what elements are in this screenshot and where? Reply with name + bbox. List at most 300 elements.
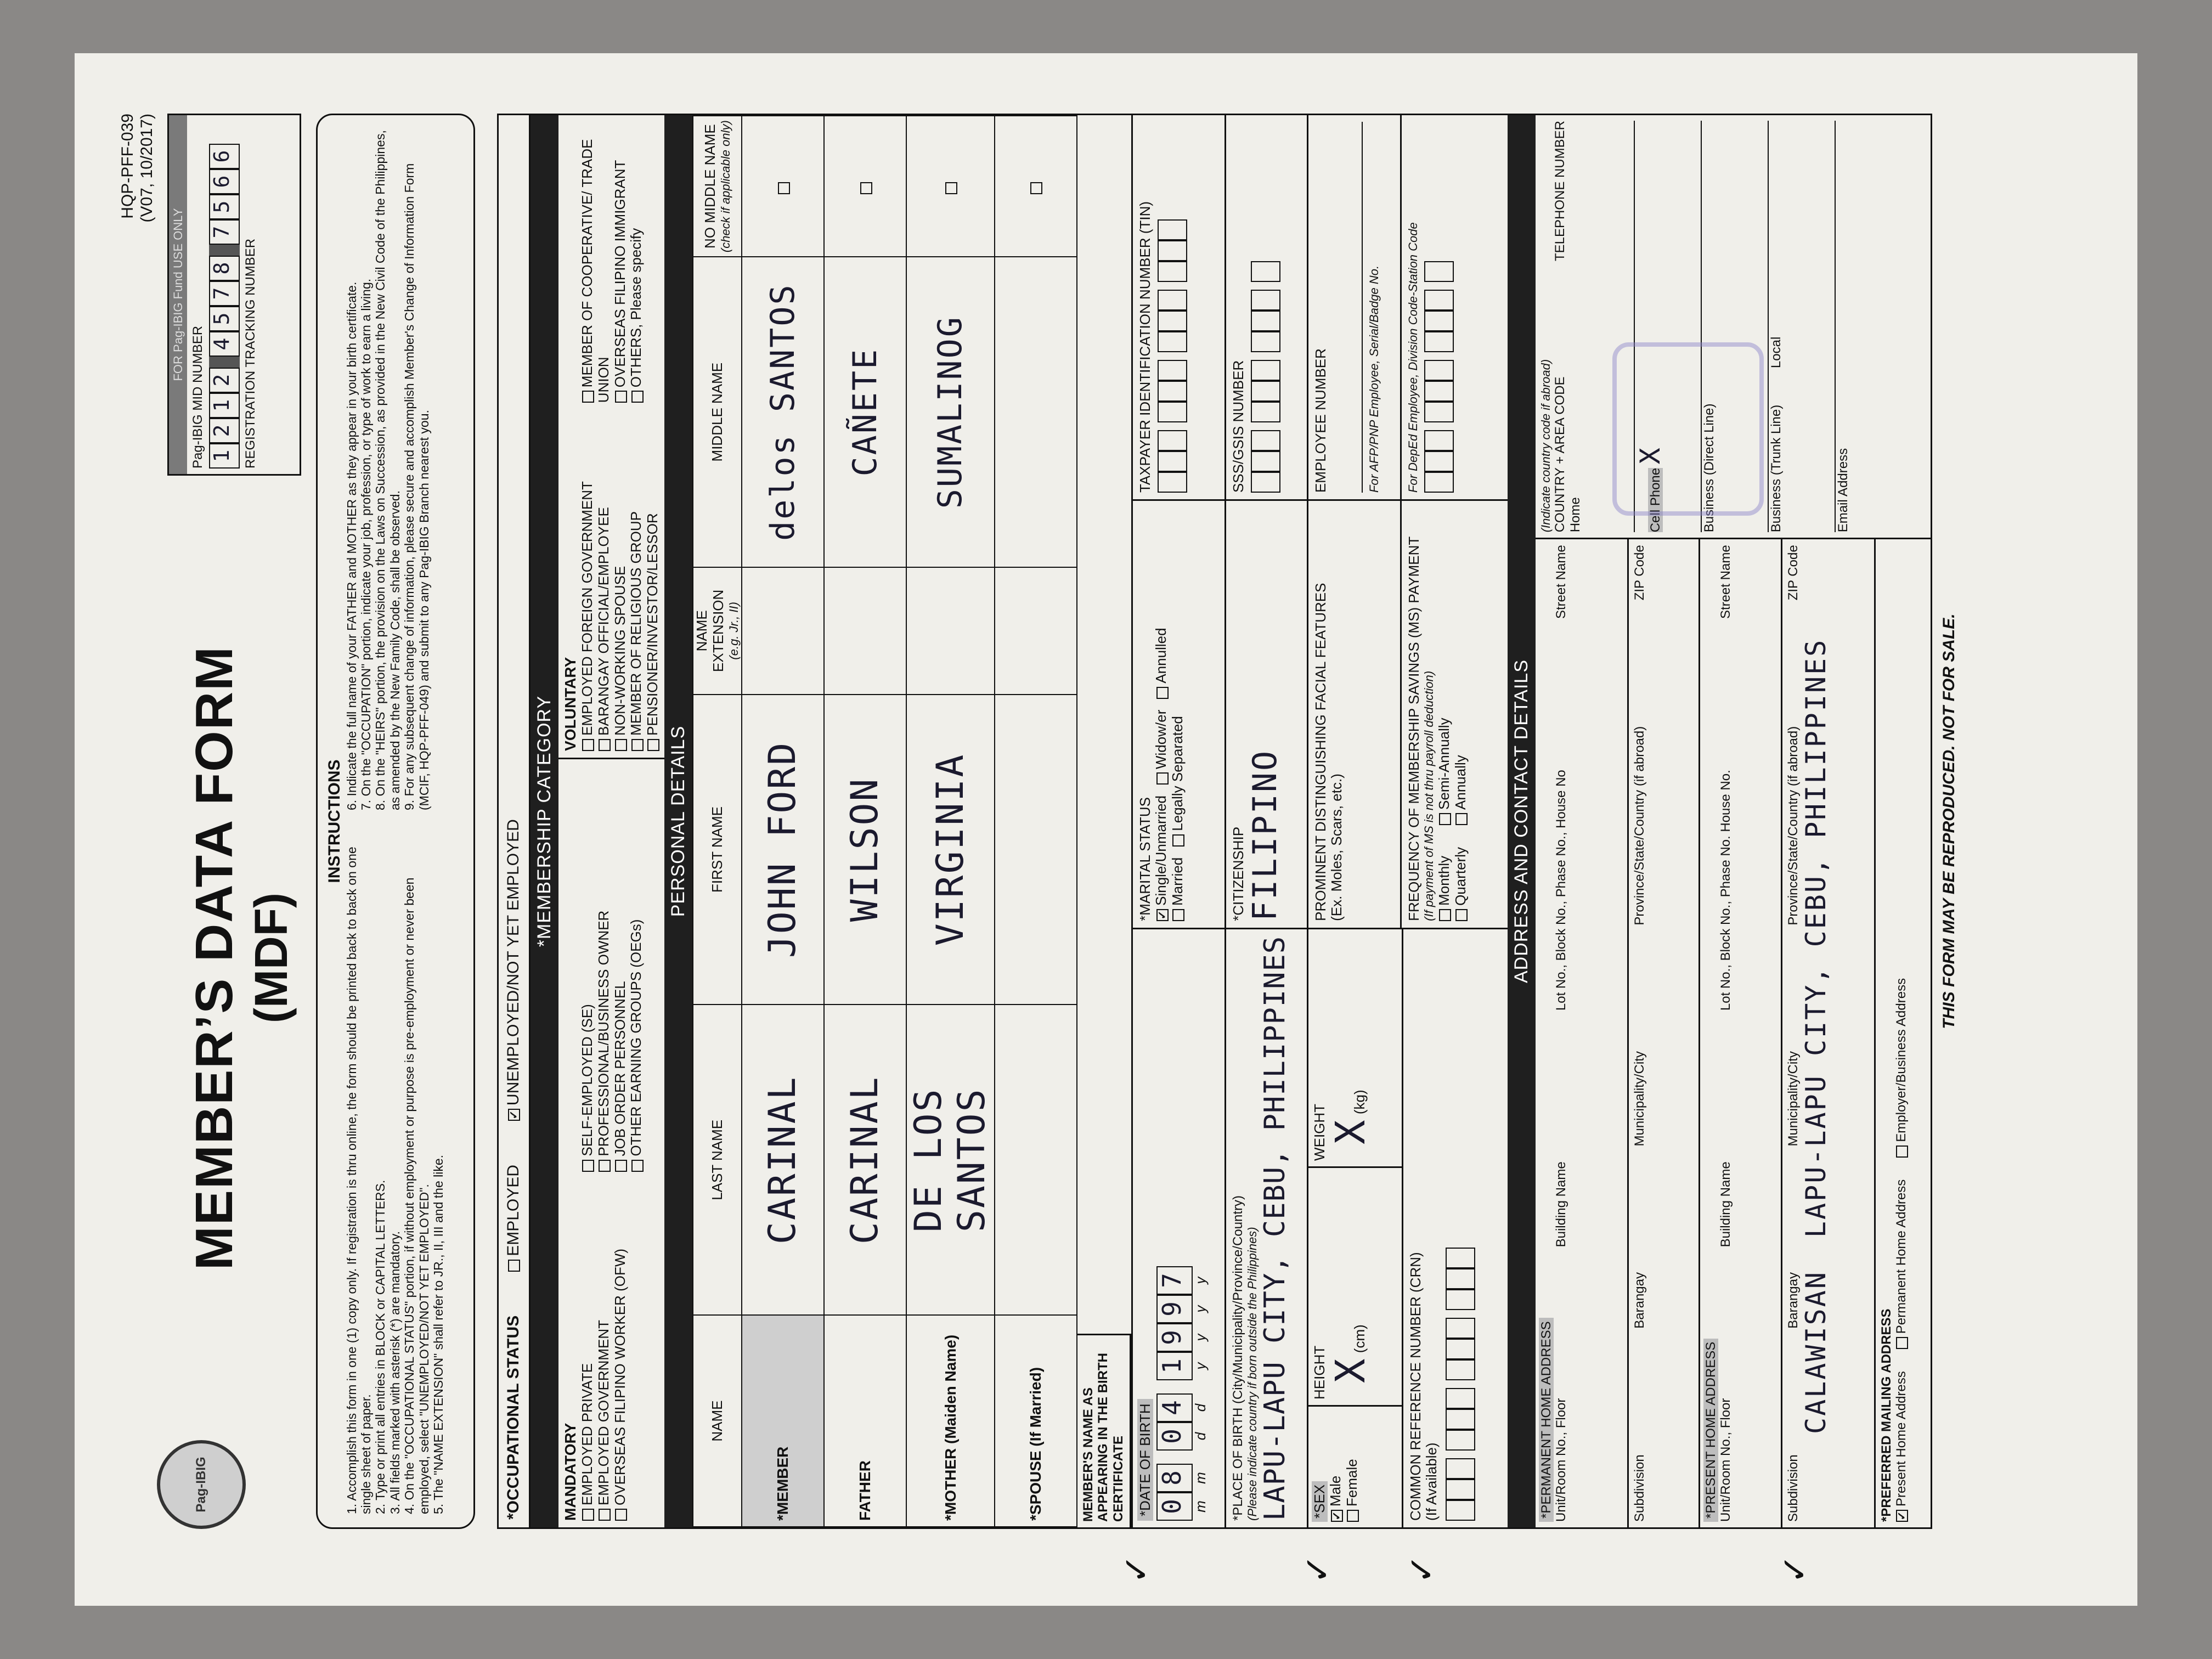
- fund-use-box: [167, 114, 301, 476]
- digit-box[interactable]: [1251, 472, 1280, 493]
- tel-cell-value[interactable]: X: [1634, 446, 1666, 465]
- category-label: MEMBER OF COOPERATIVE/ TRADE UNION: [578, 139, 612, 403]
- instruction-item: 8. On the "HEIRS" portion, the provision on the Laws on Succession, as provided in the New Civil Code of the Philippines, as amended by the New Family Code, shall be observed.: [373, 130, 402, 810]
- category-label: PENSIONER/INVESTOR/LESSOR: [644, 513, 661, 736]
- semiannual-label: Semi-Annually: [1435, 718, 1452, 810]
- pref-permanent-box[interactable]: [1896, 1337, 1908, 1349]
- marital-section: [1133, 501, 1226, 928]
- col-nomid-note: (check if applicable only): [719, 120, 733, 253]
- category-checkbox[interactable]: [615, 739, 627, 751]
- perm-zip-label: ZIP Code: [1632, 545, 1647, 601]
- no-middle-cell[interactable]: [824, 116, 906, 257]
- checkmark-icon: ✓: [1116, 1554, 1157, 1584]
- no-middle-checkbox[interactable]: [1030, 182, 1042, 194]
- citizenship-label: *CITIZENSHIP: [1229, 826, 1246, 921]
- category-label: OTHER EARNING GROUPS (OEGs): [628, 919, 645, 1156]
- birth-cert-label: MEMBER'S NAME AS APPEARING IN THE BIRTH CERTIFICATE: [1077, 1334, 1131, 1527]
- digit-box[interactable]: [1446, 1458, 1475, 1479]
- digit-box[interactable]: [1424, 331, 1454, 352]
- digit-box[interactable]: [1158, 311, 1187, 331]
- category-option[interactable]: [579, 766, 596, 1172]
- person-last-cell[interactable]: CARINAL: [742, 1005, 824, 1315]
- dob-digit[interactable]: 8: [1156, 1464, 1193, 1492]
- dob-format-letter: d: [1192, 1432, 1209, 1441]
- person-middle-cell[interactable]: [995, 257, 1077, 567]
- pres-street-label: Street Name: [1718, 545, 1734, 619]
- permanent-address-2: [1629, 539, 1700, 1527]
- digit-box[interactable]: [1446, 1500, 1475, 1521]
- tel-cell-label: Cell Phone: [1647, 467, 1663, 533]
- pob-label: *PLACE OF BIRTH (City/Municipality/Province/Country): [1230, 1195, 1245, 1521]
- present-barangay-value[interactable]: CALAWISAN: [1800, 1271, 1832, 1434]
- digit-box[interactable]: [1446, 1289, 1475, 1310]
- category-checkbox[interactable]: [615, 1509, 627, 1521]
- pref-permanent-label: Permanent Home Address: [1894, 1179, 1909, 1334]
- form-title: MEMBER’S DATA FORM: [185, 645, 244, 1271]
- crn-boxes[interactable]: [1446, 936, 1475, 1521]
- footer-note: THIS FORM MAY BE REPRODUCED. NOT FOR SALE.: [1939, 613, 1958, 1029]
- person-role: *SPOUSE (If Married): [995, 1315, 1077, 1527]
- instruction-item: 6. Indicate the full name of your FATHER and MOTHER as they appear in your birth certificate.: [344, 281, 359, 810]
- no-middle-cell[interactable]: [906, 116, 994, 257]
- pres-city-label: Municipality/City: [1785, 1051, 1801, 1147]
- mid-digit: 6: [209, 169, 240, 194]
- rtn-label: REGISTRATION TRACKING NUMBER: [242, 238, 258, 469]
- tel-email-label: Email Address: [1835, 448, 1850, 533]
- pres-zip-label: ZIP Code: [1785, 545, 1801, 601]
- marital-widow[interactable]: [1153, 710, 1170, 785]
- category-checkbox[interactable]: [631, 739, 644, 751]
- tel-email[interactable]: [1836, 121, 1896, 532]
- crn-label: COMMON REFERENCE NUMBER (CRN): [1407, 1252, 1424, 1521]
- form-paper: [75, 53, 2137, 1606]
- digit-box[interactable]: [1251, 261, 1280, 282]
- pref-present-box[interactable]: ✓: [1896, 1510, 1908, 1522]
- dob-digit[interactable]: 0: [1156, 1422, 1193, 1451]
- digit-box[interactable]: [1251, 402, 1280, 422]
- category-label: OTHERS, Please specify: [628, 228, 645, 388]
- col-last: LAST NAME: [693, 1005, 742, 1315]
- person-first-cell[interactable]: WILSON: [824, 695, 906, 1005]
- address-header: ADDRESS AND CONTACT DETAILS: [1508, 115, 1536, 1527]
- perm-building-label: Building Name: [1554, 1161, 1569, 1248]
- marital-separated[interactable]: [1170, 716, 1186, 847]
- digit-box[interactable]: [1251, 311, 1280, 331]
- perm-lot-label: Lot No., Block No., Phase No., House No: [1554, 770, 1569, 1011]
- instructions-title: INSTRUCTIONS: [325, 759, 343, 883]
- person-ext-cell[interactable]: [742, 567, 824, 694]
- instruction-item: 9. For any subsequent change of information, please secure and accomplish Member's Change of Information Form (MCIF, HQP-PFF-049) and submit to any Pag-IBIG Branch nearest you.: [402, 163, 431, 810]
- category-option[interactable]: [628, 766, 645, 1172]
- col-ext: [693, 567, 742, 694]
- sex-label: *SEX: [1312, 1481, 1328, 1522]
- mandatory-title: MANDATORY: [561, 1423, 579, 1521]
- tel-direct-label: Business (Direct Line): [1701, 403, 1717, 533]
- mid-digit: 2: [209, 418, 240, 443]
- married-box[interactable]: [1172, 909, 1184, 921]
- separated-box[interactable]: [1172, 834, 1184, 847]
- person-first-cell[interactable]: [995, 695, 1077, 1005]
- digit-box[interactable]: [1158, 261, 1187, 282]
- fund-use-header: FOR Pag-IBIG Fund USE ONLY: [169, 115, 187, 474]
- person-last-cell[interactable]: DE LOS SANTOS: [906, 1005, 994, 1315]
- pob-value[interactable]: LAPU-LAPU CITY, CEBU, PHILIPPINES: [1259, 935, 1292, 1521]
- employee-no-section: [1308, 115, 1402, 499]
- mid-separator: [209, 357, 240, 368]
- pref-employer[interactable]: [1894, 978, 1909, 1158]
- digit-box[interactable]: [1424, 472, 1454, 493]
- col-first: FIRST NAME: [693, 695, 742, 1005]
- semiannual-box[interactable]: [1439, 813, 1451, 825]
- digit-box[interactable]: [1158, 219, 1187, 240]
- form-subtitle: (MDF): [245, 893, 297, 1023]
- instruction-item: 7. On the "OCCUPATION" portion, indicate your job, profession, or type of work to earn a living.: [358, 278, 373, 810]
- digit-box[interactable]: [1424, 360, 1454, 381]
- instruction-item: 2. Type or print all entries in BLOCK or CAPITAL LETTERS.: [373, 1180, 388, 1514]
- unemployed-checkbox[interactable]: [504, 819, 523, 1121]
- pref-employer-label: Employer/Business Address: [1894, 978, 1909, 1142]
- person-ext-cell[interactable]: [906, 567, 994, 694]
- digit-box[interactable]: [1158, 290, 1187, 311]
- category-checkbox[interactable]: [599, 1509, 611, 1521]
- digit-box[interactable]: [1446, 1339, 1475, 1359]
- digit-box[interactable]: [1424, 381, 1454, 402]
- tel-home-label: Home: [1567, 497, 1583, 533]
- form-version: (V07, 10/2017): [137, 114, 156, 223]
- marital-annulled[interactable]: [1153, 628, 1170, 698]
- weight-unit: (kg): [1351, 1090, 1368, 1115]
- digit-box[interactable]: [1424, 402, 1454, 422]
- digit-box[interactable]: [1446, 1388, 1475, 1409]
- afp-label: For AFP/PNP Employee, Serial/Badge No.: [1367, 265, 1381, 493]
- dob-format: [1193, 936, 1209, 1521]
- digit-box[interactable]: [1446, 1479, 1475, 1500]
- mid-digit: 6: [209, 144, 240, 169]
- dob-format-letter: y: [1192, 1362, 1209, 1370]
- employed-checkbox[interactable]: [504, 1165, 523, 1272]
- mid-digit: 2: [209, 368, 240, 393]
- quarterly-box[interactable]: [1455, 909, 1468, 921]
- category-option[interactable]: [612, 1183, 629, 1521]
- instructions-left: [345, 832, 446, 1514]
- category-checkbox[interactable]: [582, 1160, 594, 1172]
- present-city-value[interactable]: LAPU-LAPU CITY, CEBU, PHILIPPINES: [1800, 638, 1832, 1238]
- digit-box[interactable]: [1424, 290, 1454, 311]
- dob-digit[interactable]: 7: [1156, 1266, 1193, 1295]
- no-middle-checkbox[interactable]: [778, 182, 790, 194]
- mid-digit: 1: [209, 443, 240, 469]
- mid-digit: 7: [209, 219, 240, 245]
- sss-boxes[interactable]: [1251, 122, 1280, 493]
- quarterly-label: Quarterly: [1452, 847, 1469, 906]
- digit-box[interactable]: [1446, 1268, 1475, 1289]
- rtn-field: [258, 121, 296, 469]
- weight-value[interactable]: X: [1327, 1118, 1375, 1144]
- category-checkbox[interactable]: [615, 1160, 627, 1172]
- digit-box[interactable]: [1158, 331, 1187, 352]
- category-option[interactable]: [596, 766, 612, 1172]
- height-unit: (cm): [1351, 1324, 1368, 1353]
- person-middle-cell[interactable]: SUMALINOG: [906, 257, 994, 567]
- sex-height-weight: [1308, 929, 1403, 1527]
- dob-format-letter: m: [1192, 1500, 1209, 1513]
- dob-format-letter: d: [1192, 1403, 1209, 1412]
- pagibig-logo: [157, 1440, 246, 1529]
- present-label: *PRESENT HOME ADDRESS: [1703, 1339, 1719, 1522]
- citizenship-section: [1226, 501, 1308, 928]
- checkmark-icon: ✓: [1402, 1554, 1442, 1584]
- height-value[interactable]: X: [1327, 1357, 1375, 1383]
- tin-section: [1133, 115, 1226, 499]
- person-row: [742, 116, 824, 1527]
- no-middle-checkbox[interactable]: [945, 182, 957, 194]
- category-option[interactable]: [612, 414, 629, 751]
- pob-note: (Please indicate country if born outside the Philippines): [1245, 1227, 1260, 1521]
- person-last-cell[interactable]: CARINAL: [824, 1005, 906, 1315]
- person-middle-cell[interactable]: delos SANTOS: [742, 257, 824, 567]
- single-box[interactable]: ✓: [1156, 909, 1169, 921]
- category-checkbox[interactable]: [631, 391, 644, 403]
- category-option[interactable]: [596, 414, 612, 751]
- digit-box[interactable]: [1424, 430, 1454, 451]
- digit-box[interactable]: [1446, 1318, 1475, 1339]
- instruction-item: 5. The "NAME EXTENSION" shall refer to JR., II, III and the like.: [431, 1154, 446, 1514]
- sss-label: SSS/GSIS NUMBER: [1229, 360, 1246, 493]
- mid-digit: 4: [209, 331, 240, 357]
- pref-permanent[interactable]: [1894, 1180, 1909, 1349]
- dob-digit[interactable]: 1: [1156, 1352, 1193, 1380]
- digit-box[interactable]: [1251, 451, 1280, 472]
- category-option[interactable]: [579, 122, 612, 403]
- ms-payment-section: [1402, 501, 1506, 928]
- digit-box[interactable]: [1158, 402, 1187, 422]
- digit-box[interactable]: [1158, 360, 1187, 381]
- employed-box[interactable]: [508, 1260, 520, 1272]
- widow-box[interactable]: [1156, 772, 1169, 785]
- voluntary-list-2: [579, 122, 661, 403]
- digit-box[interactable]: [1424, 261, 1454, 282]
- marital-married[interactable]: [1170, 857, 1186, 921]
- personal-details-table: [692, 115, 1077, 1527]
- monthly-label: Monthly: [1435, 855, 1452, 906]
- male-box[interactable]: ✓: [1331, 1510, 1343, 1522]
- dob-format-letter: y: [1192, 1277, 1209, 1284]
- female-label: Female: [1344, 1459, 1361, 1506]
- instruction-item: 4. On the "OCCUPATIONAL STATUS" portion, if without employment or purpose is pre-employment or never been employed, select "UNEMPLOYED/NOT YET EMPLOYED".: [402, 877, 431, 1514]
- instruction-item: 1. Accomplish this form in one (1) copy only. If registration is thru online, the form should be printed back to back on one single sheet of paper.: [344, 847, 373, 1514]
- ms-label: FREQUENCY OF MEMBERSHIP SAVINGS (MS) PAYMENT: [1405, 536, 1422, 921]
- tel-local-label: Local: [1768, 336, 1784, 369]
- dob-digit[interactable]: 4: [1156, 1393, 1193, 1422]
- category-checkbox[interactable]: [631, 1160, 644, 1172]
- checkmark-icon: ✓: [1775, 1554, 1815, 1584]
- preferred-label: *PREFERRED MAILING ADDRESS: [1878, 1308, 1894, 1522]
- digit-box[interactable]: [1251, 381, 1280, 402]
- digit-box[interactable]: [1251, 331, 1280, 352]
- dob-digit[interactable]: 0: [1156, 1492, 1193, 1521]
- digit-box[interactable]: [1158, 240, 1187, 261]
- dob-format-letter: y: [1192, 1334, 1209, 1341]
- form-header: [119, 114, 305, 1529]
- digit-box[interactable]: [1251, 290, 1280, 311]
- person-role: *MOTHER (Maiden Name): [906, 1315, 994, 1527]
- tin-label: TAXPAYER IDENTIFICATION NUMBER (TIN): [1136, 201, 1153, 493]
- digit-box[interactable]: [1158, 430, 1187, 451]
- dob-digit[interactable]: 9: [1156, 1323, 1193, 1352]
- category-checkbox[interactable]: [599, 1160, 611, 1172]
- category-option[interactable]: [596, 1183, 612, 1521]
- col-ext-label: NAME EXTENSION: [693, 589, 727, 672]
- annual-box[interactable]: [1455, 813, 1468, 825]
- category-option[interactable]: [628, 122, 645, 403]
- col-nomid-label: NO MIDDLE NAME: [702, 124, 719, 249]
- person-first-cell[interactable]: JOHN FORD: [742, 695, 824, 1005]
- pref-present-label: Present Home Address: [1894, 1371, 1909, 1506]
- digit-box[interactable]: [1251, 430, 1280, 451]
- category-option[interactable]: [645, 414, 661, 751]
- unemployed-label: UNEMPLOYED/NOT YET EMPLOYED: [504, 819, 522, 1106]
- mandatory-list-2: [579, 766, 645, 1172]
- membership-category-header: *MEMBERSHIP CATEGORY: [531, 115, 558, 1527]
- category-option[interactable]: [628, 414, 645, 751]
- checkmark-icon: ✓: [1297, 1554, 1338, 1584]
- digit-box[interactable]: [1424, 311, 1454, 331]
- category-label: SELF-EMPLOYED (SE): [578, 1004, 595, 1156]
- person-ext-cell[interactable]: [824, 567, 906, 694]
- tel-label: TELEPHONE NUMBER: [1552, 121, 1567, 262]
- employed-label: EMPLOYED: [504, 1165, 522, 1256]
- person-ext-cell[interactable]: [995, 567, 1077, 694]
- person-role: FATHER: [824, 1315, 906, 1527]
- dob-label: *DATE OF BIRTH: [1137, 1399, 1154, 1521]
- features-label: PROMINENT DISTINGUISHING FACIAL FEATURES: [1312, 583, 1329, 921]
- crn-section: [1403, 929, 1508, 1527]
- no-middle-cell[interactable]: [995, 116, 1077, 257]
- person-middle-cell[interactable]: CAÑETE: [824, 257, 906, 567]
- annulled-label: Annulled: [1153, 628, 1170, 684]
- person-first-cell[interactable]: VIRGINIA: [906, 695, 994, 1005]
- category-checkbox[interactable]: [615, 391, 627, 403]
- category-option[interactable]: [612, 766, 629, 1172]
- digit-box[interactable]: [1158, 472, 1187, 493]
- category-label: EMPLOYED GOVERNMENT: [595, 1319, 612, 1505]
- separated-label: Legally Separated: [1169, 716, 1186, 831]
- digit-box[interactable]: [1424, 451, 1454, 472]
- person-role: *MEMBER: [742, 1315, 824, 1527]
- sss-section: [1226, 115, 1308, 499]
- personal-details-header: PERSONAL DETAILS: [664, 115, 692, 1527]
- pres-lot-label: Lot No., Block No., Phase No. House No.: [1718, 770, 1734, 1011]
- married-label: Married: [1169, 857, 1186, 906]
- tel-business-trunk[interactable]: [1769, 121, 1836, 532]
- deped-section: [1402, 115, 1506, 499]
- mid-digit: 7: [209, 281, 240, 306]
- male-label: Male: [1327, 1475, 1344, 1506]
- digit-box[interactable]: [1446, 1359, 1475, 1380]
- pref-present[interactable]: [1894, 1371, 1909, 1522]
- features-note: (Ex. Moles, Scars, etc.): [1328, 774, 1345, 921]
- faded-stamp: [1612, 342, 1764, 516]
- ms-semiannual[interactable]: [1436, 718, 1453, 825]
- mandatory-list-1: [579, 1183, 645, 1521]
- ms-annual[interactable]: [1453, 718, 1469, 825]
- citizenship-value[interactable]: FILIPINO: [1246, 749, 1285, 921]
- dob-digit[interactable]: 9: [1156, 1295, 1193, 1323]
- dob-boxes: [1156, 936, 1193, 1521]
- col-name: NAME: [693, 1315, 742, 1527]
- occupational-status-label: *OCCUPATIONAL STATUS: [504, 1315, 522, 1520]
- category-label: EMPLOYED PRIVATE: [578, 1363, 595, 1505]
- perm-city-label: Municipality/City: [1632, 1051, 1647, 1147]
- unemployed-box[interactable]: ✓: [508, 1109, 520, 1121]
- category-checkbox[interactable]: [582, 1509, 594, 1521]
- digit-box[interactable]: [1158, 381, 1187, 402]
- category-label: NON-WORKING SPOUSE: [611, 566, 628, 736]
- digit-box[interactable]: [1251, 360, 1280, 381]
- ms-monthly[interactable]: [1436, 847, 1453, 921]
- mid-label: Pag-IBIG MID NUMBER: [190, 325, 206, 469]
- pref-employer-box[interactable]: [1896, 1146, 1908, 1158]
- digit-box[interactable]: [1446, 1430, 1475, 1451]
- person-row: [995, 116, 1077, 1527]
- monthly-box[interactable]: [1439, 909, 1451, 921]
- male-option[interactable]: [1328, 1412, 1344, 1522]
- tel-trunk-label: Business (Trunk Line): [1768, 404, 1784, 533]
- weight-label: WEIGHT: [1311, 1103, 1328, 1161]
- deped-boxes[interactable]: [1424, 122, 1454, 493]
- permanent-label: *PERMANENT HOME ADDRESS: [1539, 1318, 1554, 1522]
- marital-single[interactable]: [1153, 795, 1170, 921]
- annulled-box[interactable]: [1156, 687, 1169, 699]
- category-option[interactable]: [579, 1183, 596, 1521]
- category-checkbox[interactable]: [582, 391, 594, 403]
- digit-box[interactable]: [1158, 451, 1187, 472]
- person-last-cell[interactable]: [995, 1005, 1077, 1315]
- tel-cols: COUNTRY + AREA CODE: [1552, 376, 1567, 533]
- mid-digit: 1: [209, 393, 240, 418]
- no-middle-cell[interactable]: [742, 116, 824, 257]
- ms-note: (If payment of MS is not thru payroll deduction): [1422, 670, 1436, 921]
- employee-no-label: EMPLOYEE NUMBER: [1312, 348, 1329, 493]
- single-label: Single/Unmarried: [1153, 795, 1170, 906]
- no-middle-checkbox[interactable]: [860, 182, 872, 194]
- tin-boxes[interactable]: [1158, 122, 1187, 493]
- category-checkbox[interactable]: [647, 739, 659, 751]
- pres-building-label: Building Name: [1718, 1161, 1734, 1248]
- mid-separator: [209, 245, 240, 256]
- col-nomid: [693, 116, 742, 257]
- ms-quarterly[interactable]: [1453, 847, 1469, 921]
- person-row: [824, 116, 906, 1527]
- category-option[interactable]: [612, 122, 629, 403]
- category-label: PROFESSIONAL/BUSINESS OWNER: [595, 910, 612, 1156]
- present-address-2: [1782, 539, 1876, 1527]
- category-checkbox[interactable]: [582, 739, 594, 751]
- digit-box[interactable]: [1446, 1248, 1475, 1268]
- mid-digit: 5: [209, 306, 240, 331]
- mid-digit: 8: [209, 256, 240, 281]
- pob-section: [1226, 929, 1308, 1527]
- female-box[interactable]: [1347, 1510, 1359, 1522]
- voluntary-title: VOLUNTARY: [561, 657, 579, 751]
- employee-no-field[interactable]: [1329, 122, 1363, 493]
- height-label: HEIGHT: [1311, 1345, 1328, 1400]
- category-option[interactable]: [579, 414, 596, 751]
- present-address: [1700, 539, 1782, 1527]
- digit-box[interactable]: [1446, 1409, 1475, 1430]
- category-checkbox[interactable]: [599, 739, 611, 751]
- female-option[interactable]: [1344, 1412, 1361, 1522]
